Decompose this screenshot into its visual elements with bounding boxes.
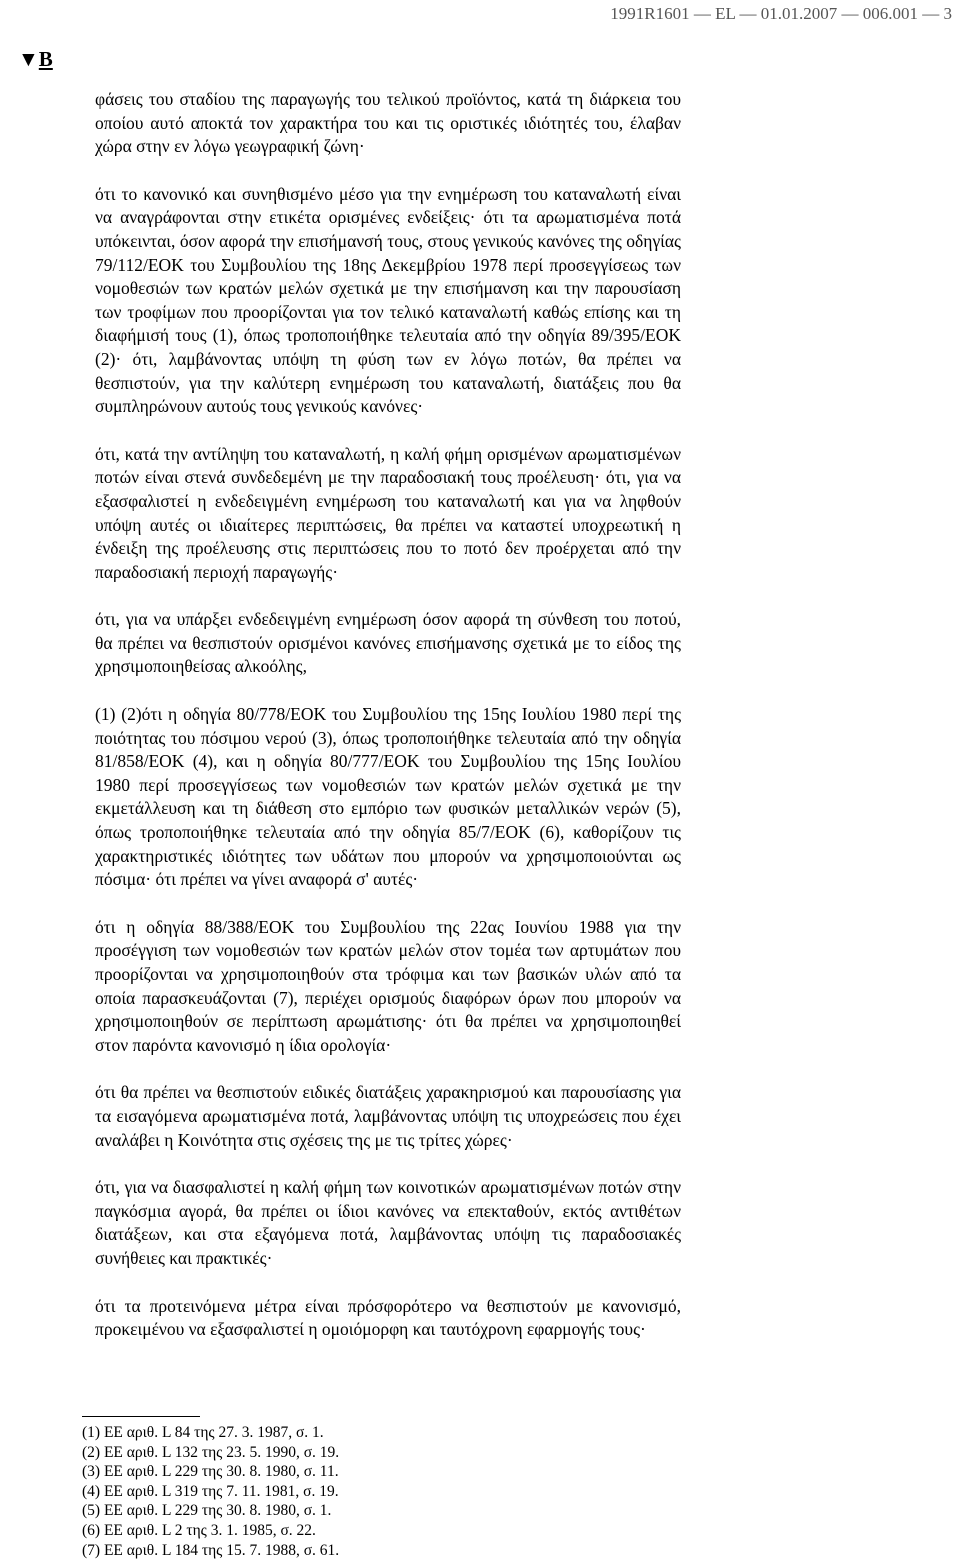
footnote: (2) ΕΕ αριθ. L 132 της 23. 5. 1990, σ. 19. [82, 1443, 340, 1461]
paragraph: φάσεις του σταδίου της παραγωγής του τελικού προϊόντος, κατά τη διάρκεια του οποίου αυτό αποκτά τον χαρακτήρα του και τις οριστικές ιδιότητές του, έλαβαν χώρα στην εν λόγω γεωγραφική ζώνη· [95, 89, 681, 157]
paragraph: ότι, για να υπάρξει ενδεδειγμένη ενημέρωση όσον αφορά τη σύνθεση του ποτού, θα πρέπει να θεσπιστούν ορισμένοι κανόνες επισήμανσης σχετικά με το είδος της χρησιμοποιηθείσας αλκοόλης, [95, 609, 681, 677]
paragraph: ότι, για να διασφαλιστεί η καλή φήμη των κοινοτικών αρωματισμένων ποτών στην παγκόσμια αγορά, θα πρέπει οι ίδιοι κανόνες να επεκταθούν, εκτός αντιθέτων διατάξεων, και στα εξαγόμενα ποτά, λαμβάνοντας υπόψη τις παραδοσιακές συνήθειες και πρακτικές· [95, 1177, 681, 1268]
marker-letter: B [38, 47, 53, 71]
footnote: (3) ΕΕ αριθ. L 229 της 30. 8. 1980, σ. 11. [82, 1463, 339, 1481]
footnote: (1) ΕΕ αριθ. L 84 της 27. 3. 1987, σ. 1. [82, 1424, 324, 1441]
triangle-down-icon: ▼ [18, 47, 39, 71]
footnote: (5) ΕΕ αριθ. L 229 της 30. 8. 1980, σ. 1. [82, 1502, 332, 1520]
document-body [95, 88, 681, 1366]
footnote: (6) ΕΕ αριθ. L 2 της 3. 1. 1985, σ. 22. [82, 1521, 316, 1539]
footnotes [82, 1416, 682, 1560]
amendment-marker [18, 47, 53, 72]
paragraph: ότι θα πρέπει να θεσπιστούν ειδικές διατάξεις χαρακηρισμού και παρουσίασης για τα εισαγόμενα αρωματισμένα ποτά, λαμβάνοντας υπόψη τις υποχρεώσεις που έχει αναλάβει η Κοινότητα στις σχέσεις της με τις τρίτες χώρες· [95, 1082, 681, 1150]
footnote: (7) ΕΕ αριθ. L 184 της 15. 7. 1988, σ. 61. [82, 1541, 340, 1559]
document-header: 1991R1601 — EL — 01.01.2007 — 006.001 — 3 [610, 4, 952, 23]
footnote: (4) ΕΕ αριθ. L 319 της 7. 11. 1981, σ. 19. [82, 1482, 339, 1500]
paragraph: ότι τα προτεινόμενα μέτρα είναι πρόσφορότερο να θεσπιστούν με κανονισμό, προκειμένου να εξασφαλιστεί η ομοιόμορφη και ταυτόχρονη εφαρμογής τους· [95, 1295, 681, 1340]
paragraph: (1) (2)ότι η οδηγία 80/778/ΕΟΚ του Συμβουλίου της 15ης Ιουλίου 1980 περί της ποιότητας του πόσιμου νερού (3), όπως τροποποιήθηκε τελευταία από την οδηγία 81/858/ΕΟΚ (4), και η οδηγία 80/777/ΕΟΚ του Συμβουλίου της 15ης Ιουλίου 1980 περί προσεγγίσεως των νομοθεσιών των κρατών μελών σχετικά με την εκμετάλλευση και τη διάθεση στο εμπόριο των φυσικών μεταλλικών νερών (5), όπως τροποποιήθηκε τελευταία από την οδηγία 85/7/ΕΟΚ (6), καθορίζουν τις χαρακτηριστικές ιδιότητες των υδάτων που μπορούν να χρησιμοποιούνται ως πόσιμα· ότι πρέπει να γίνει αναφορά σ' αυτές· [95, 704, 681, 890]
footnote-divider [82, 1416, 200, 1417]
paragraph: ότι η οδηγία 88/388/ΕΟΚ του Συμβουλίου της 22ας Ιουνίου 1988 για την προσέγγιση των νομοθεσιών των κρατών μελών στον τομέα των αρτυμάτων που προορίζονται να χρησιμοποιηθούν στα τρόφιμα και των βασικών υλών από τα οποία παρασκευάζονται (7), περιέχει ορισμούς διαφόρων όρων που μπορούν να χρησιμοποιηθούν σε περίπτωση αρωμάτισης· ότι θα πρέπει να χρησιμοποιηθεί στον παρόντα κανονισμό η ίδια ορολογία· [95, 916, 681, 1055]
paragraph: ότι, κατά την αντίληψη του καταναλωτή, η καλή φήμη ορισμένων αρωματισμένων ποτών είναι στενά συνδεδεμένη με την παραδοσιακή τους προέλευση· ότι, για να εξασφαλιστεί η ενδεδειγμένη ενημέρωση του καταναλωτή και για να ληφθούν υπόψη αυτές οι ιδιαίτερες περιπτώσεις, θα πρέπει να καταστεί υποχρεωτική η ένδειξη της προέλευσης στις περιπτώσεις που το ποτό δεν προέρχεται από την παραδοσιακή περιοχή παραγωγής· [95, 443, 681, 582]
paragraph: ότι το κανονικό και συνηθισμένο μέσο για την ενημέρωση του καταναλωτή είναι να αναγράφονται στην ετικέτα ορισμένες ενδείξεις· ότι τα αρωματισμένα ποτά υπόκεινται, όσον αφορά την επισήμανσή τους, στους γενικούς κανόνες της οδηγίας 79/112/ΕΟΚ του Συμβουλίου της 18ης Δεκεμβρίου 1978 περί προσεγγίσεως των νομοθεσιών των κρατών μελών σχετικά με την επισήμανση και την παρουσίαση των τροφίμων που προορίζονται για τον τελικό καταναλωτή καθώς επίσης και τη διαφήμισή τους (1), όπως τροποποιήθηκε τελευταία από την οδηγία 89/395/ΕΟΚ (2)· ότι, λαμβάνοντας υπόψη τη φύση των εν λόγω ποτών, θα πρέπει να θεσπιστούν, για την καλύτερη ενημέρωση του καταναλωτή, διατάξεις που θα συμπληρώνουν αυτούς τους γενικούς κανόνες· [95, 183, 681, 417]
